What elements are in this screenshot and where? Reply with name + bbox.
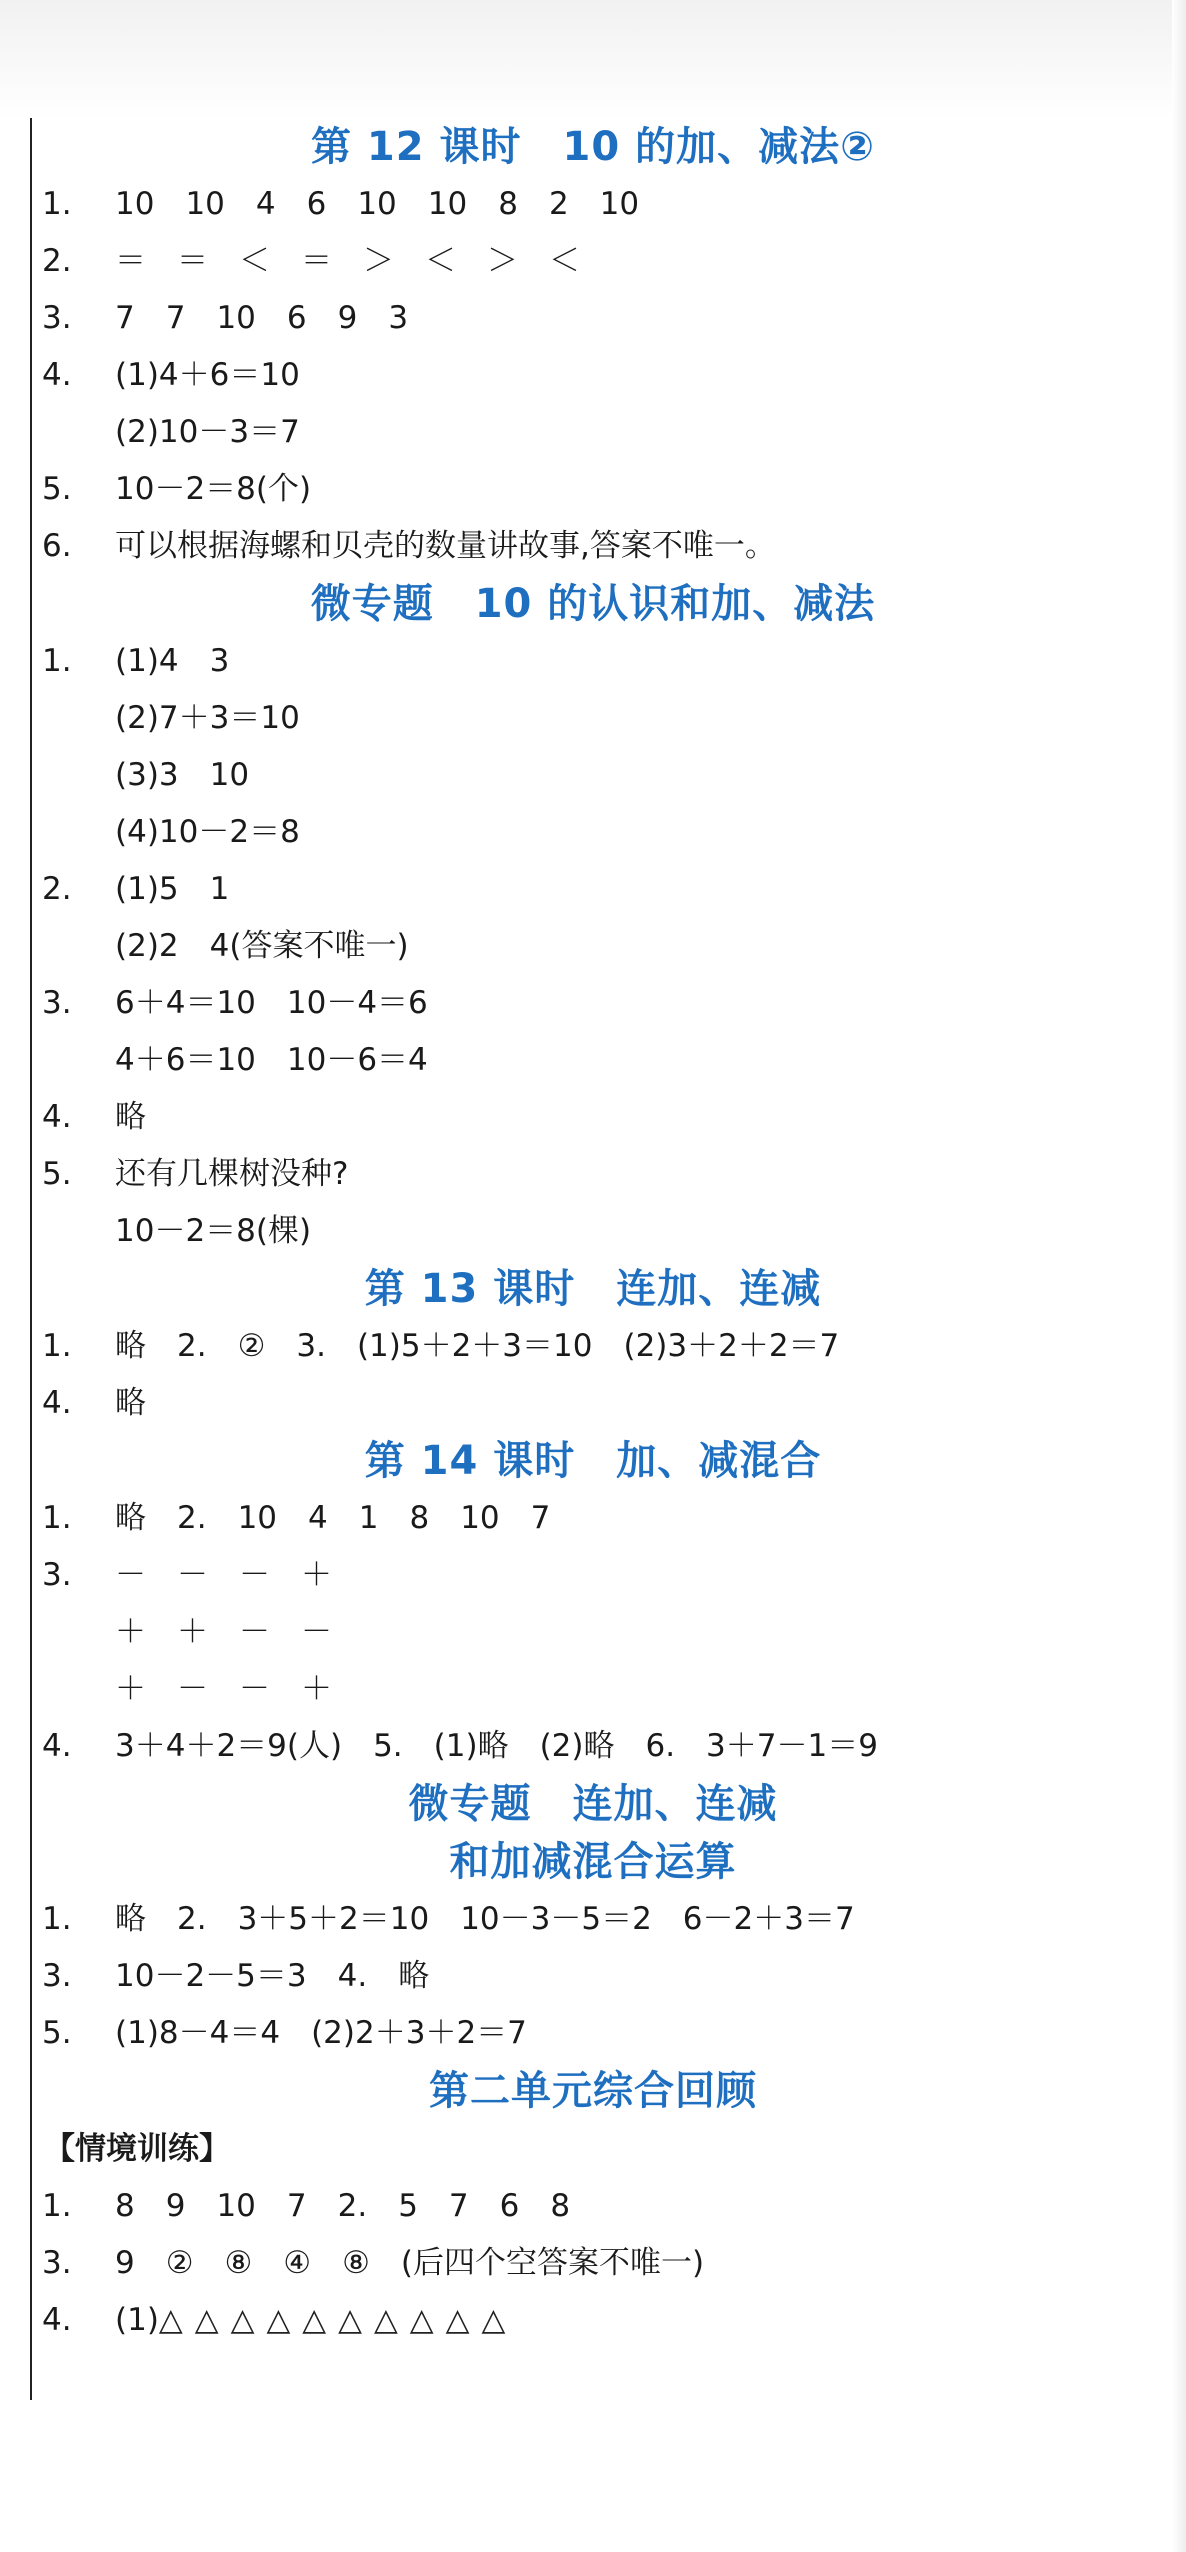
section-title: 第二单元综合回顾	[429, 2068, 757, 2114]
question-number: 1.	[42, 2188, 72, 2224]
subheading: 【情境训练】	[44, 2131, 230, 2167]
answer-row	[0, 1032, 1186, 1089]
answer-text: ＝ ＝ ＜ ＝ ＞ ＜ ＞ ＜	[115, 243, 580, 279]
answer-text: (4)10－2＝8	[115, 814, 300, 850]
answer-row	[0, 690, 1186, 747]
answer-text: 10－2－5＝3 4. 略	[115, 1958, 430, 1994]
question-number: 1.	[42, 1328, 72, 1364]
answer-sheet	[0, 118, 1186, 2349]
answer-text: 略 2. ② 3. (1)5＋2＋3＝10 (2)3＋2＋2＝7	[115, 1328, 840, 1364]
answer-row	[0, 1604, 1186, 1661]
answer-text: (1)4＋6＝10	[115, 357, 300, 393]
answer-text	[115, 2292, 517, 2349]
answer-row	[0, 2235, 1186, 2292]
section-title: 微专题 10 的认识和加、减法	[310, 581, 876, 627]
answer-text: (2)2 4(答案不唯一)	[115, 928, 409, 964]
answer-text: (1)4 3	[115, 643, 230, 679]
answer-text: (2)7＋3＝10	[115, 700, 300, 736]
answer-text: 略	[115, 1099, 146, 1135]
answer-text: 4＋6＝10 10－6＝4	[115, 1042, 428, 1078]
answer-text: 略 2. 10 4 1 8 10 7	[115, 1500, 551, 1536]
answer-row	[0, 1490, 1186, 1547]
answer-row	[0, 290, 1186, 347]
question-number: 4.	[42, 1385, 72, 1421]
question-number: 3.	[42, 1958, 72, 1994]
answer-row	[0, 1891, 1186, 1948]
answer-row	[0, 1547, 1186, 1604]
answer-row	[0, 461, 1186, 518]
answer-text: (2)10－3＝7	[115, 414, 300, 450]
answer-text: (1)8－4＝4 (2)2＋3＋2＝7	[115, 2015, 527, 2051]
answer-row	[0, 347, 1186, 404]
answer-row	[0, 2005, 1186, 2062]
answer-text: 可以根据海螺和贝壳的数量讲故事,答案不唯一。	[115, 528, 776, 564]
question-number: 5.	[42, 1156, 72, 1192]
question-number: 1.	[42, 643, 72, 679]
answer-text: 6＋4＝10 10－4＝6	[115, 985, 428, 1021]
answer-text: ＋ ＋ － －	[115, 1614, 332, 1650]
section-title-line2: 和加减混合运算	[449, 1839, 737, 1885]
answer-row	[0, 1948, 1186, 2005]
question-number: 3.	[42, 300, 72, 336]
answer-text: 略	[115, 1385, 146, 1421]
answer-row	[0, 918, 1186, 975]
answer-text: 10 10 4 6 10 10 8 2 10	[115, 186, 640, 222]
answer-row	[0, 1375, 1186, 1432]
answer-text: 7 7 10 6 9 3	[115, 300, 409, 336]
section-title: 第 13 课时 连加、连减	[364, 1266, 822, 1312]
scan-top-shadow	[0, 0, 1186, 120]
question-number: 4.	[42, 1728, 72, 1764]
question-number: 4.	[42, 2302, 72, 2338]
answer-text: 10－2＝8(个)	[115, 471, 312, 507]
question-number: 5.	[42, 471, 72, 507]
answer-row	[0, 404, 1186, 461]
answer-row	[0, 633, 1186, 690]
answer-row	[0, 1718, 1186, 1775]
answer-text: 略 2. 3＋5＋2＝10 10－3－5＝2 6－2＋3＝7	[115, 1901, 855, 1937]
question-number: 4.	[42, 1099, 72, 1135]
answer-row	[0, 804, 1186, 861]
answer-text: － － － ＋	[115, 1557, 332, 1593]
answer-row	[0, 975, 1186, 1032]
answer-row	[0, 1203, 1186, 1260]
answer-row	[0, 1089, 1186, 1146]
question-number: 2.	[42, 243, 72, 279]
answer-text: 3＋4＋2＝9(人) 5. (1)略 (2)略 6. 3＋7－1＝9	[115, 1728, 878, 1764]
answer-text: 10－2＝8(棵)	[115, 1213, 312, 1249]
question-number: 1.	[42, 1500, 72, 1536]
question-number: 2.	[42, 871, 72, 907]
answer-text: 8 9 10 7 2. 5 7 6 8	[115, 2188, 571, 2224]
answer-row	[0, 1318, 1186, 1375]
section-title: 第 12 课时 10 的加、减法②	[311, 124, 875, 170]
question-number: 3.	[42, 2245, 72, 2281]
question-number: 1.	[42, 186, 72, 222]
answer-row	[0, 2178, 1186, 2235]
question-number: 3.	[42, 1557, 72, 1593]
answer-row	[0, 2292, 1186, 2349]
answer-row	[0, 518, 1186, 575]
answer-text: 还有几棵树没种?	[115, 1156, 349, 1192]
answer-row	[0, 233, 1186, 290]
question-number: 5.	[42, 2015, 72, 2051]
answer-text: (1)5 1	[115, 871, 230, 907]
section-title: 微专题 连加、连减	[408, 1781, 778, 1827]
answer-text: ＋ － － ＋	[115, 1671, 332, 1707]
question-number: 4.	[42, 357, 72, 393]
section-title: 第 14 课时 加、减混合	[364, 1438, 822, 1484]
triangle-row: △△△△△△△△△△	[158, 2302, 518, 2338]
answer-text: 9 ② ⑧ ④ ⑧ (后四个空答案不唯一)	[115, 2245, 705, 2281]
question-number: 1.	[42, 1901, 72, 1937]
question-number: 3.	[42, 985, 72, 1021]
answer-row	[0, 1661, 1186, 1718]
answer-row	[0, 1146, 1186, 1203]
answer-text: (3)3 10	[115, 757, 250, 793]
answer-row	[0, 747, 1186, 804]
answer-row	[0, 861, 1186, 918]
answer-row	[0, 176, 1186, 233]
sub-question-label: (1)	[115, 2302, 159, 2338]
question-number: 6.	[42, 528, 72, 564]
